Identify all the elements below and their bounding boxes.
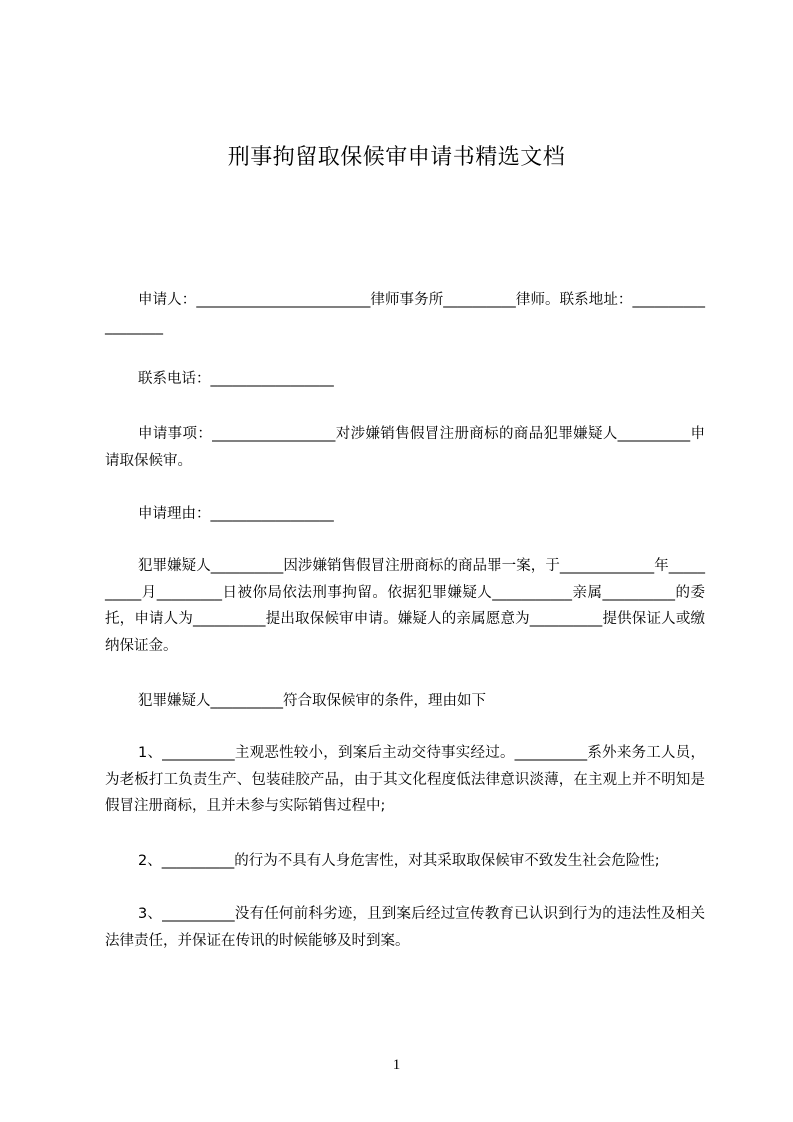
page-number: 1 [392, 1057, 401, 1073]
paragraph-reason-3: 3、__________没有任何前科劣迹，且到案后经过宣传教育已认识到行为的违法性及相关法律责任，并保证在传讯的时候能够及时到案。 [105, 906, 705, 949]
paragraph-phone: 联系电话：_________________ [138, 371, 334, 387]
paragraph-case-facts: 犯罪嫌疑人__________因涉嫌销售假冒注册商标的商品罪一案，于_____________年__________月_________日被你局依法刑事拘留。依据犯罪嫌疑人___________亲属__________的委托，申请人为__________提出取保候审申请。嫌疑人的亲属愿意为__________提供保证人或缴纳保证金。 [105, 558, 705, 654]
paragraph-request-reason: 申请理由：_________________ [138, 506, 334, 522]
paragraph-request-matter: 申请事项：_________________对涉嫌销售假冒注册商标的商品犯罪嫌疑人__________申请取保候审。 [105, 426, 705, 469]
paragraph-conditions-intro: 犯罪嫌疑人__________符合取保候审的条件，理由如下 [138, 693, 486, 709]
paragraph-reason-2: 2、__________的行为不具有人身危害性，对其采取取保候审不致发生社会危险性; [138, 853, 660, 869]
paragraph-applicant: 申请人：________________________律师事务所__________律师。联系地址：__________________ [105, 292, 705, 335]
document-title: 刑事拘留取保候审申请书精选文档 [227, 145, 566, 170]
paragraph-reason-1: 1、__________主观恶性较小，到案后主动交待事实经过。__________系外来务工人员，为老板打工负责生产、包装硅胶产品，由于其文化程度低法律意识淡薄，在主观上并不明知是假冒注册商标，且并未参与实际销售过程中; [105, 745, 705, 814]
